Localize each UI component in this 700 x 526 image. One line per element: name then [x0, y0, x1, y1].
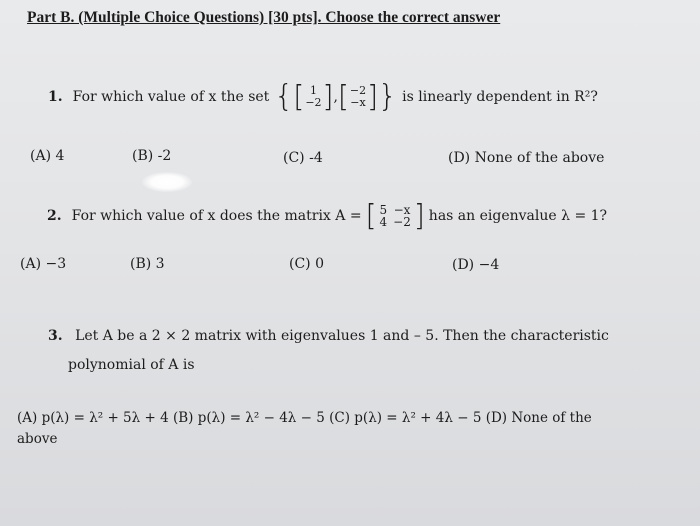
left-brace: { [274, 79, 294, 114]
section-title: Part B. (Multiple Choice Questions) [30 pts]. Choose the correct answer [27, 9, 501, 26]
q1-option-d[interactable]: (D) None of the above [448, 150, 605, 166]
matrix-entry: −x [393, 203, 411, 217]
matrix-entry: −2 [393, 215, 411, 229]
vector-1-entry: 1 [309, 84, 317, 97]
matrix-a: [ 5 4 −x −2 ] [365, 198, 425, 233]
question-1-text: For which value of x the set [72, 89, 270, 105]
q2-option-c[interactable]: (C) 0 [289, 256, 324, 272]
matrix-entry: 5 [379, 203, 388, 217]
light-glare [142, 172, 192, 192]
question-2-text-after: has an eigenvalue λ = 1? [428, 208, 608, 224]
question-1-number: 1. [48, 89, 63, 105]
q2-option-d[interactable]: (D) −4 [452, 257, 500, 273]
q2-option-a[interactable]: (A) −3 [20, 256, 67, 272]
q1-option-b[interactable]: (B) -2 [132, 148, 172, 164]
question-2-text: For which value of x does the matrix A = [71, 208, 362, 224]
question-1 [48, 79, 598, 114]
vector-set: { [ 1 −2 ] , [ −2 −x ] } [274, 79, 398, 114]
vector-2-entry: −x [350, 96, 366, 109]
vector-2: [ −2 −x ] [337, 79, 379, 114]
q3-options-wrap: above [17, 431, 58, 447]
q2-option-b[interactable]: (B) 3 [130, 256, 165, 272]
vector-2-entry: −2 [349, 84, 367, 97]
vector-1-entry: −2 [305, 96, 322, 109]
question-1-text-after: is linearly dependent in R²? [402, 89, 598, 105]
q1-option-a[interactable]: (A) 4 [30, 148, 65, 164]
question-2-number: 2. [47, 208, 62, 224]
question-2 [47, 198, 608, 233]
question-3-number: 3. [48, 328, 63, 344]
question-3-line-2: polynomial of A is [68, 357, 195, 373]
vector-1: [ 1 −2 ] [293, 79, 334, 114]
question-3 [48, 328, 609, 344]
right-brace: } [378, 79, 398, 114]
q1-option-c[interactable]: (C) -4 [283, 150, 323, 166]
matrix-entry: 4 [379, 215, 388, 229]
question-3-line-1: Let A be a 2 × 2 matrix with eigenvalues 1 and – 5. Then the characteristic [75, 328, 609, 344]
q3-options[interactable]: (A) p(λ) = λ² + 5λ + 4 (B) p(λ) = λ² − 4λ − 5 (C) p(λ) = λ² + 4λ − 5 (D) None of the [17, 410, 592, 426]
